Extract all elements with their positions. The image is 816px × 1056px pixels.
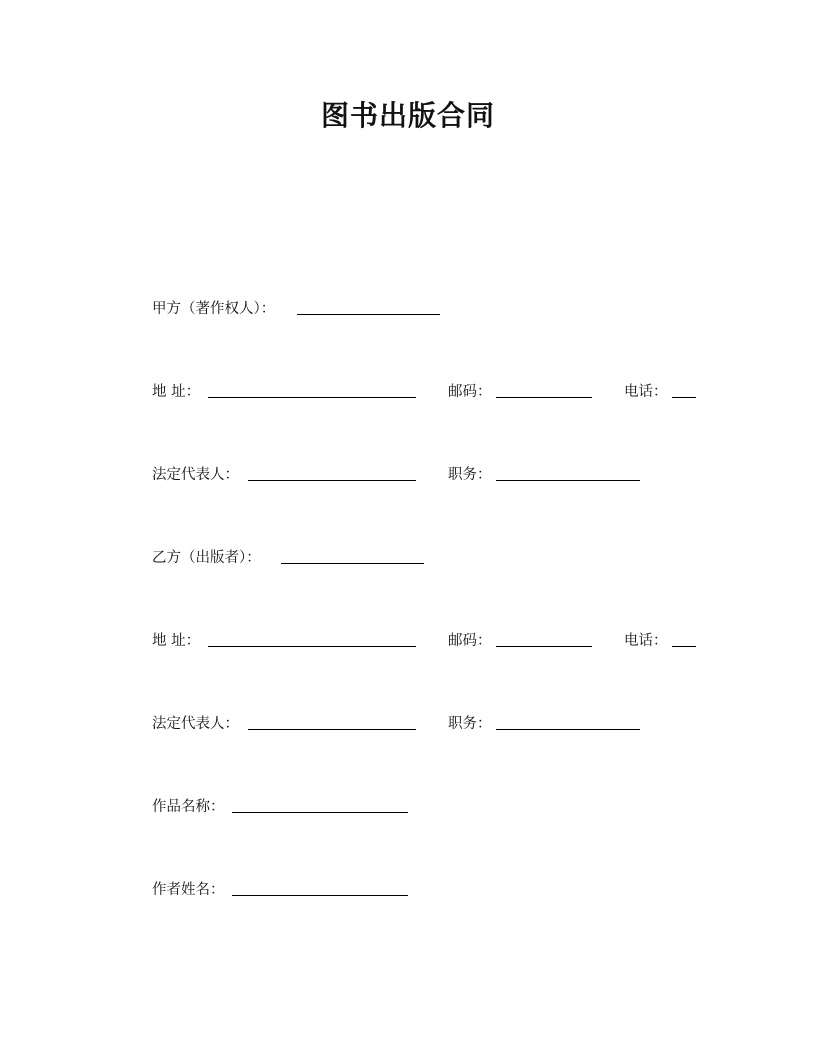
party-a-address-field[interactable] — [208, 381, 416, 398]
document-title: 图书出版合同 — [320, 99, 495, 132]
party-b-label: 乙方（出版者）： — [152, 550, 261, 566]
work-title-label: 作品名称： — [152, 799, 225, 815]
party-a-position-label: 职务： — [448, 467, 492, 483]
party-a-postcode-label: 邮码： — [448, 384, 492, 400]
party-a-name-field[interactable] — [297, 298, 440, 315]
party-a-rep-label: 法定代表人： — [152, 467, 239, 483]
author-name-row — [152, 879, 412, 901]
party-b-position-field[interactable] — [496, 713, 640, 730]
party-a-address-label: 地 址： — [152, 384, 201, 400]
party-a-label: 甲方（著作权人）： — [152, 301, 276, 317]
party-a-rep-field[interactable] — [248, 464, 416, 481]
work-title-row — [152, 796, 412, 818]
party-b-address-field[interactable] — [208, 630, 416, 647]
party-b-postcode-field[interactable] — [496, 630, 592, 647]
party-b-rep-field[interactable] — [248, 713, 416, 730]
party-b-postcode-label: 邮码： — [448, 633, 492, 649]
party-a-rep-row — [152, 464, 642, 486]
party-b-row — [152, 547, 432, 569]
author-name-label: 作者姓名： — [152, 882, 225, 898]
party-a-position-field[interactable] — [496, 464, 640, 481]
party-a-address-row — [152, 381, 697, 403]
work-title-field[interactable] — [232, 796, 408, 813]
party-b-phone-label: 电话： — [624, 633, 668, 649]
party-b-rep-row — [152, 713, 642, 735]
party-a-postcode-field[interactable] — [496, 381, 592, 398]
party-b-name-field[interactable] — [281, 547, 424, 564]
party-a-phone-field[interactable] — [672, 381, 696, 398]
party-b-position-label: 职务： — [448, 716, 492, 732]
party-a-phone-label: 电话： — [624, 384, 668, 400]
party-a-row — [152, 298, 452, 320]
party-b-rep-label: 法定代表人： — [152, 716, 239, 732]
party-b-phone-field[interactable] — [672, 630, 696, 647]
party-b-address-label: 地 址： — [152, 633, 201, 649]
author-name-field[interactable] — [232, 879, 408, 896]
party-b-address-row — [152, 630, 697, 652]
